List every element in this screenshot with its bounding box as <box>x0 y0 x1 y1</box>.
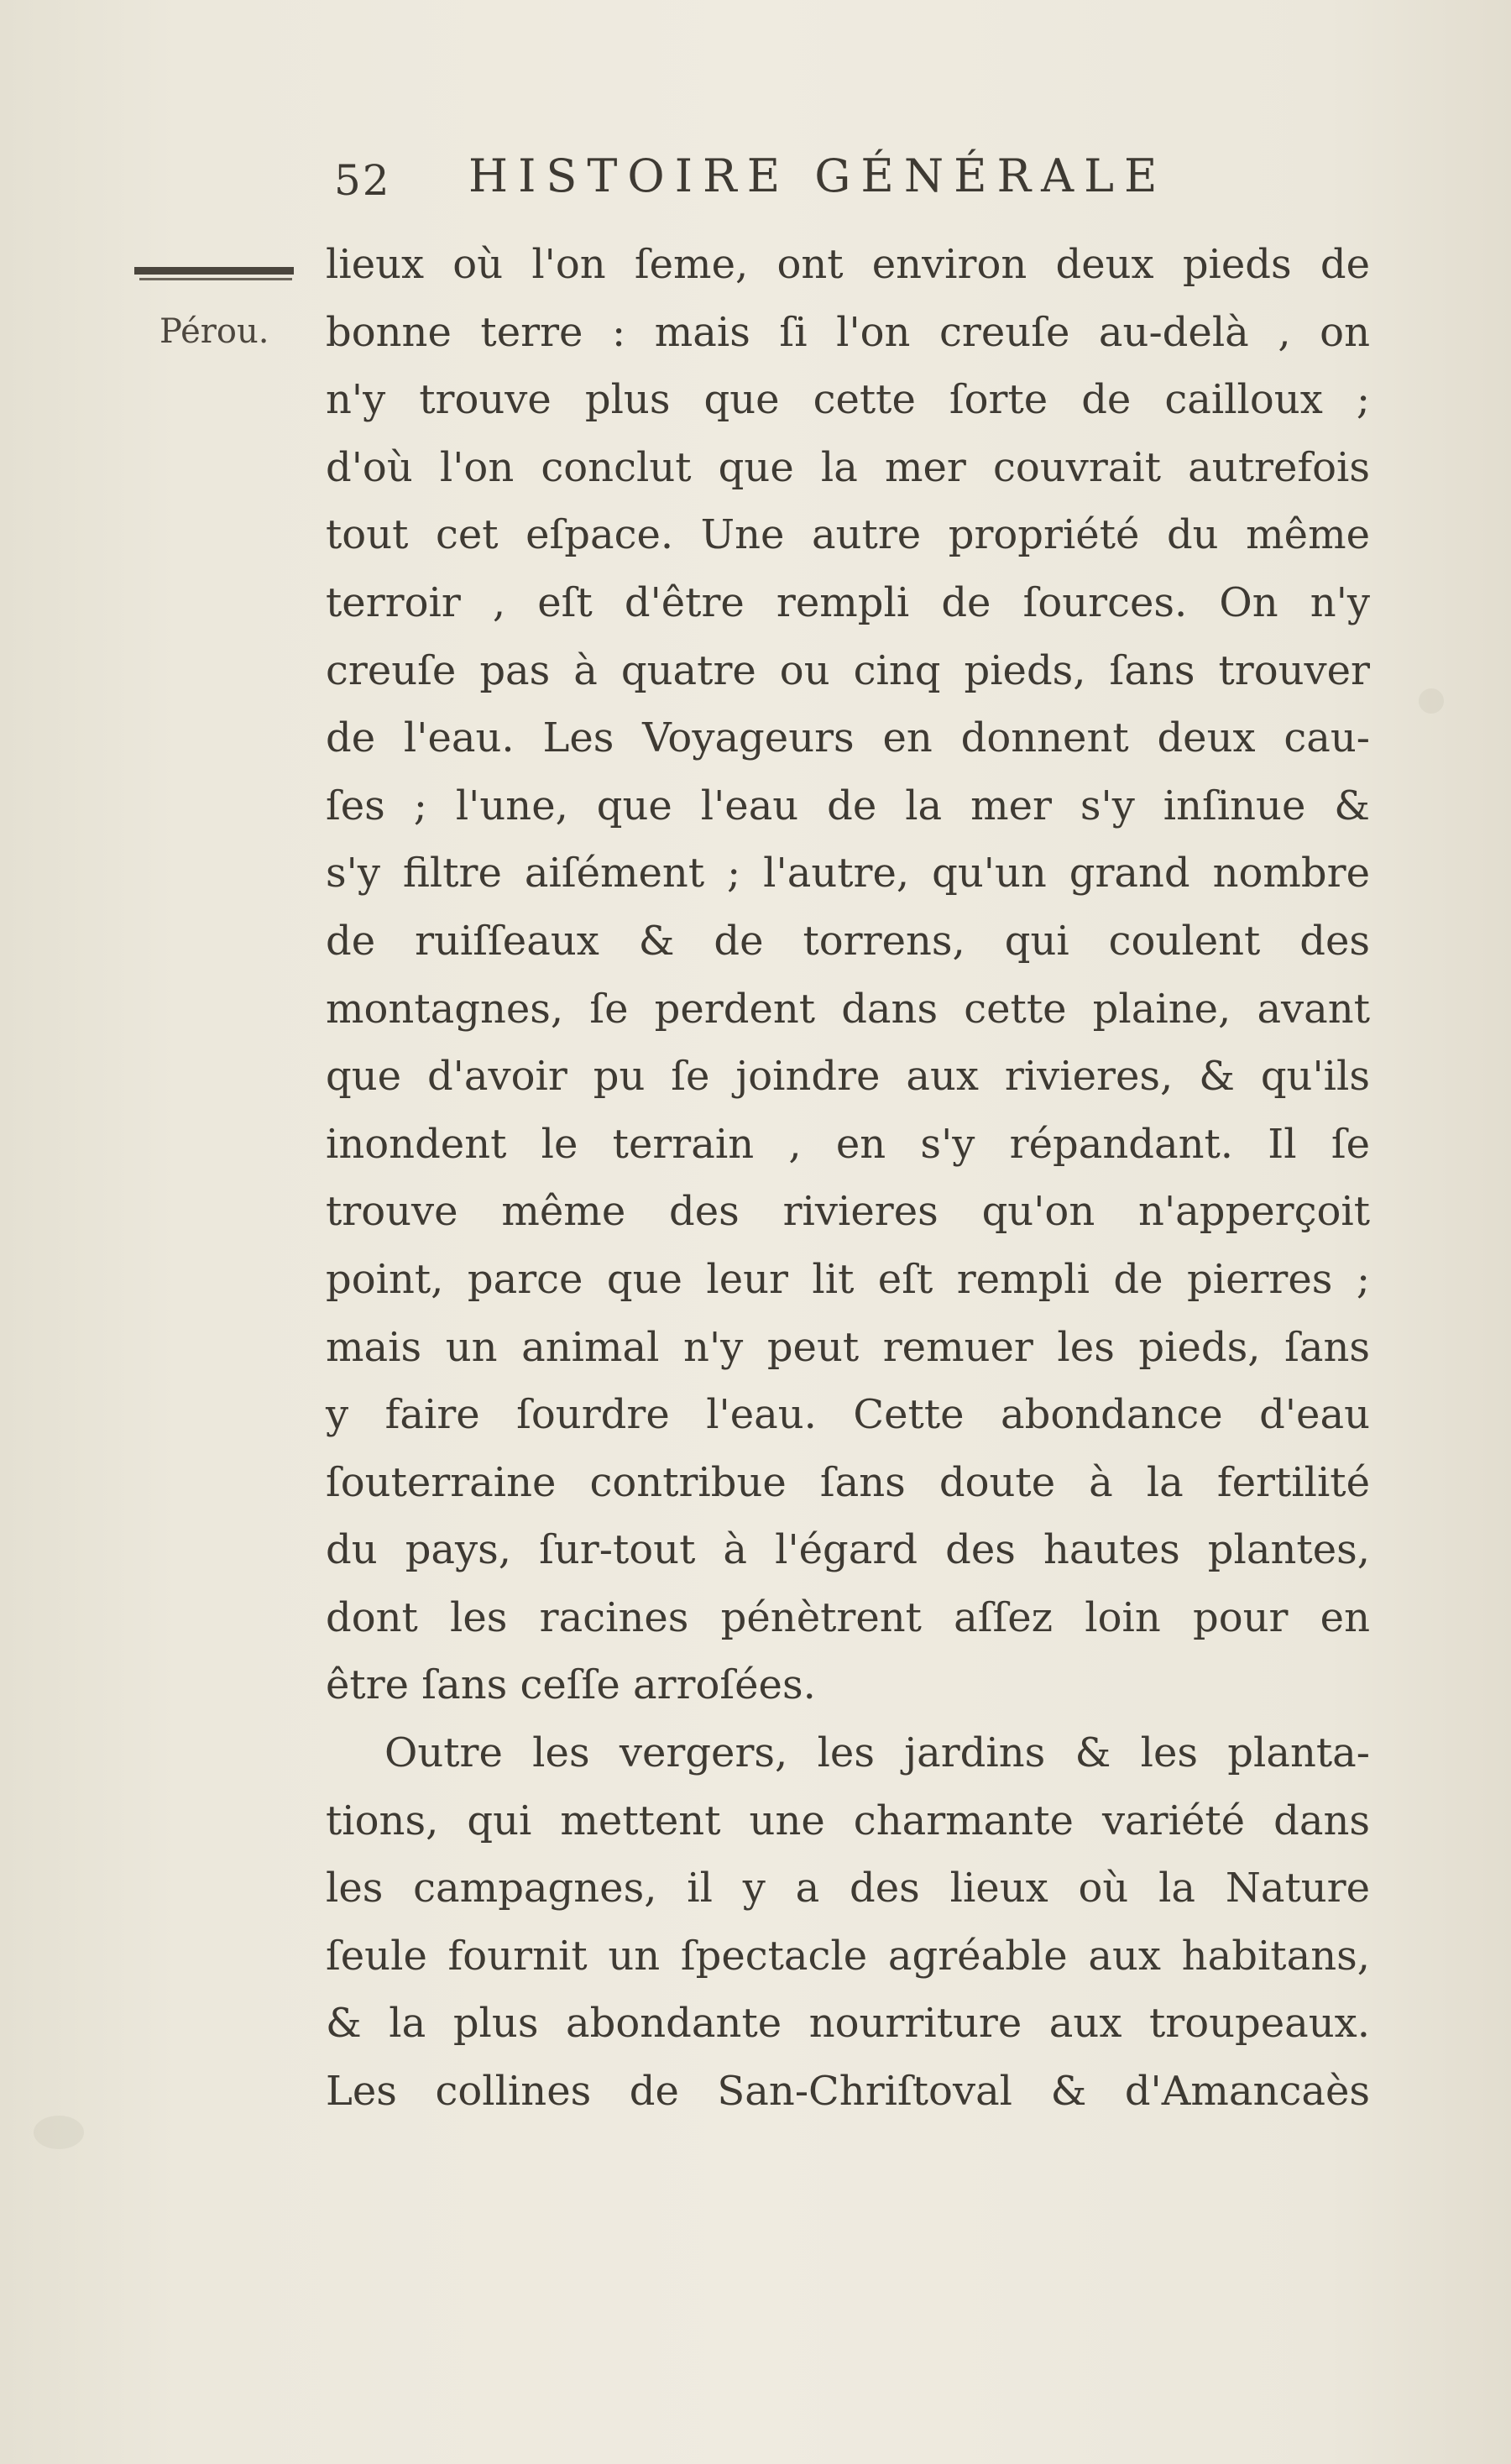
text-line: trouve même des rivieres qu'on n'apperçoit <box>326 1188 1370 1236</box>
running-header <box>334 149 1232 208</box>
text-line: mais un animal n'y peut remuer les pieds, ſans <box>326 1323 1370 1371</box>
text-line: de ruiſſeaux & de torrens, qui coulent des <box>326 917 1370 965</box>
text-line: de l'eau. Les Voyageurs en donnent deux cau- <box>326 714 1370 762</box>
body-text <box>326 231 1370 2126</box>
text-line: terroir , eſt d'être rempli de ſources. On n'y <box>326 578 1370 626</box>
text-line: du pays, ſur-tout à l'égard des hautes plantes, <box>326 1526 1370 1574</box>
text-line: bonne terre : mais ſi l'on creuſe au-delà , on <box>326 308 1370 356</box>
side-note: Pérou. <box>159 312 269 351</box>
paragraph-1 <box>326 231 1370 1719</box>
text-line: lieux où l'on ſeme, ont environ deux pieds de <box>326 241 1370 288</box>
page-number: 52 <box>334 156 391 205</box>
margin-rule-thin <box>139 278 292 280</box>
text-line: ſouterraine contribue ſans doute à la fertilité <box>326 1458 1370 1506</box>
text-line: les campagnes, il y a des lieux où la Nature <box>326 1865 1370 1912</box>
text-line: dont les racines pénètrent aſſez loin pour en <box>326 1593 1370 1641</box>
paper-spot <box>34 2116 84 2149</box>
margin-rule <box>134 267 294 275</box>
text-line: & la plus abondante nourriture aux troupeaux. <box>326 2000 1370 2048</box>
text-line: montagnes, ſe perdent dans cette plaine, avant <box>326 985 1370 1033</box>
text-line: Outre les vergers, les jardins & les planta- <box>384 1729 1370 1777</box>
text-line: tout cet eſpace. Une autre propriété du même <box>326 511 1370 559</box>
text-line: être ſans ceſſe arroſées. <box>326 1661 816 1709</box>
text-line: inondent le terrain , en s'y répandant. Il ſe <box>326 1120 1370 1168</box>
text-line: creuſe pas à quatre ou cinq pieds, ſans trouver <box>326 646 1370 694</box>
text-line: Les collines de San-Chriſtoval & d'Amancaès <box>326 2068 1370 2116</box>
text-line: point, parce que leur lit eſt rempli de pierres ; <box>326 1255 1370 1303</box>
text-line: s'y filtre aiſément ; l'autre, qu'un grand nombre <box>326 850 1370 897</box>
text-line: ſes ; l'une, que l'eau de la mer s'y inſinue & <box>326 782 1370 829</box>
text-line: n'y trouve plus que cette ſorte de cailloux ; <box>326 376 1370 424</box>
paragraph-2 <box>326 1719 1370 2126</box>
paper-spot <box>1419 688 1444 714</box>
text-line: ſeule fournit un ſpectacle agréable aux habitans, <box>326 1932 1370 1980</box>
text-line: que d'avoir pu ſe joindre aux rivieres, & qu'ils <box>326 1053 1370 1101</box>
text-line: d'où l'on conclut que la mer couvrait autrefois <box>326 443 1370 491</box>
text-line: tions, qui mettent une charmante variété dans <box>326 1797 1370 1844</box>
running-title: HISTOIRE GÉNÉRALE <box>468 149 1168 202</box>
text-line: y faire ſourdre l'eau. Cette abondance d'eau <box>326 1391 1370 1439</box>
